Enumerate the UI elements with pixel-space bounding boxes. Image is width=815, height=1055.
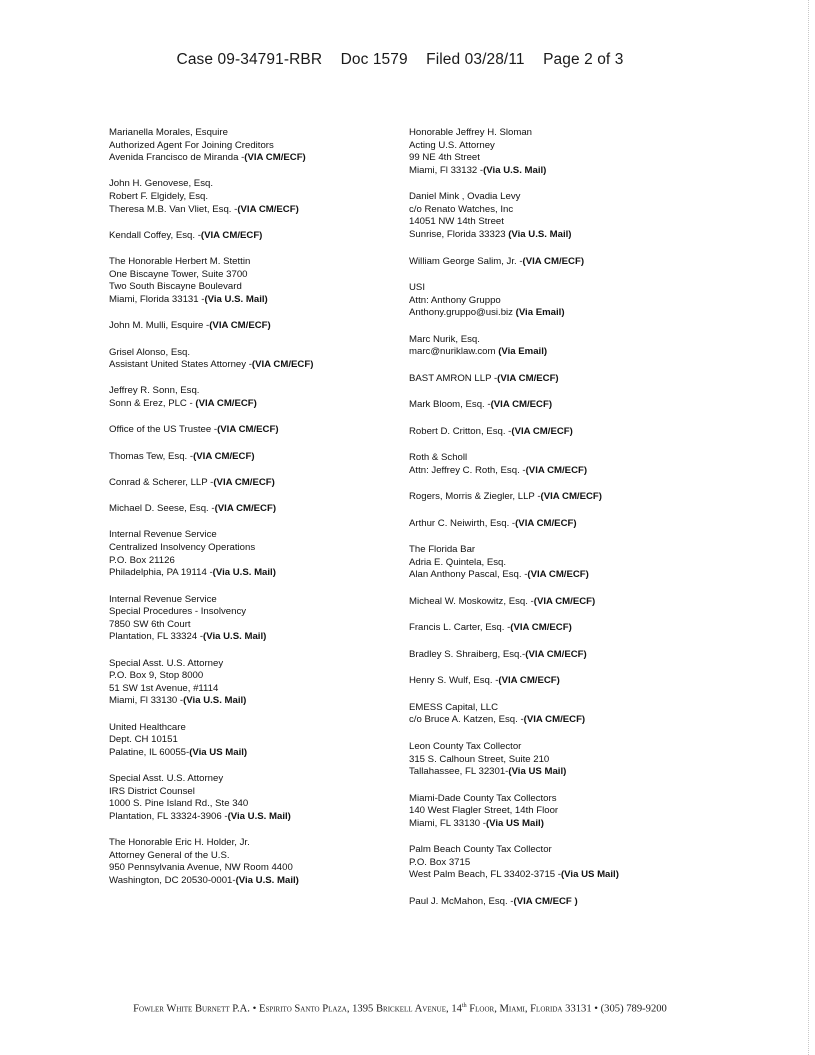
service-line	[409, 896, 709, 909]
service-line	[109, 594, 399, 607]
service-line-text: Rogers, Morris & Ziegler, LLP -	[409, 491, 541, 503]
service-line	[409, 399, 709, 412]
service-line	[409, 596, 709, 609]
service-line	[409, 805, 709, 818]
service-list-right-column	[409, 127, 709, 922]
service-line	[109, 862, 399, 875]
service-entry	[409, 649, 709, 662]
service-line	[109, 631, 399, 644]
service-line	[409, 518, 709, 531]
service-line-text: Special Asst. U.S. Attorney	[109, 773, 224, 785]
service-entry	[409, 191, 709, 241]
service-line-text: P.O. Box 3715	[409, 856, 471, 868]
service-line	[409, 346, 709, 359]
delivery-method: (VIA CM/ECF)	[200, 229, 263, 241]
delivery-method: (VIA CM/ECF)	[498, 675, 560, 687]
service-line	[109, 747, 399, 760]
service-line-text: Internal Revenue Service	[109, 593, 217, 605]
service-line-text: Dept. CH 10151	[109, 734, 178, 746]
service-line	[409, 702, 709, 715]
service-line	[109, 359, 399, 372]
service-line-text: Miami-Dade County Tax Collectors	[409, 792, 557, 804]
delivery-method: (Via U.S. Mail)	[212, 567, 276, 579]
service-entry	[409, 675, 709, 688]
service-entry	[409, 491, 709, 504]
service-line	[409, 675, 709, 688]
service-line-text: The Florida Bar	[409, 544, 476, 556]
delivery-method: (VIA CM/ECF )	[513, 895, 578, 907]
filed-date: Filed 03/28/11	[426, 51, 525, 68]
delivery-method: (VIA CM/ECF)	[213, 476, 275, 488]
service-line-text: Acting U.S. Attorney	[409, 139, 495, 151]
service-line-text: Marianella Morales, Esquire	[109, 127, 228, 138]
service-entry	[109, 347, 399, 372]
service-line	[109, 294, 399, 307]
footer-address-part: , 1395	[346, 1003, 376, 1015]
service-line	[109, 398, 399, 411]
service-line-text: Miami, FL 33130 -	[409, 817, 486, 829]
service-line-text: P.O. Box 21126	[109, 554, 175, 566]
service-line-text: United Healthcare	[109, 721, 186, 733]
service-line	[109, 204, 399, 217]
service-line-text: BAST AMRON LLP -	[409, 372, 498, 384]
service-entry	[109, 773, 399, 823]
service-line-text: Plantation, FL 33324 -	[109, 631, 204, 643]
service-line-text: Avenida Francisco de Miranda -	[109, 152, 245, 164]
service-line	[109, 127, 399, 140]
service-entry	[409, 256, 709, 269]
service-line	[109, 256, 399, 269]
service-entry	[409, 741, 709, 779]
service-line-text: Paul J. McMahon, Esq. -	[409, 895, 514, 907]
service-line-text: Plantation, FL 33324-3906 -	[109, 810, 228, 822]
service-line-text: Bradley S. Shraiberg, Esq.-	[409, 648, 526, 660]
service-line	[109, 269, 399, 282]
service-entry	[409, 518, 709, 531]
service-line-text: Daniel Mink , Ovadia Levy	[409, 191, 521, 203]
service-line	[109, 320, 399, 333]
service-line	[409, 857, 709, 870]
service-line-text: Thomas Tew, Esq. -	[109, 450, 194, 462]
service-line-text: Henry S. Wulf, Esq. -	[409, 675, 499, 687]
delivery-method: (Via U.S. Mail)	[204, 294, 268, 305]
service-line-text: marc@nuriklaw.com	[409, 346, 499, 358]
service-line	[109, 875, 399, 888]
firm-footer	[0, 1003, 800, 1015]
service-line	[409, 491, 709, 504]
delivery-method: (VIA CM/ECF)	[195, 398, 257, 410]
service-line	[109, 786, 399, 799]
service-entry	[109, 424, 399, 437]
service-line-text: Palatine, IL 60055-	[109, 746, 190, 758]
service-line	[409, 793, 709, 806]
service-line	[409, 714, 709, 727]
service-line-text: John H. Genovese, Esq.	[109, 178, 213, 190]
service-line-text: Attorney General of the U.S.	[109, 849, 230, 861]
service-entry	[109, 529, 399, 579]
service-line	[409, 426, 709, 439]
service-line-text: Francis L. Carter, Esq. -	[409, 622, 511, 634]
service-line	[409, 754, 709, 767]
service-entry	[409, 844, 709, 882]
page-edge-border	[808, 0, 815, 1055]
delivery-method: (VIA CM/ECF)	[522, 255, 585, 267]
service-line	[409, 452, 709, 465]
service-line	[109, 734, 399, 747]
service-line-text: Miami, Fl 33132 -	[409, 164, 484, 176]
service-line-text: Conrad & Scherer, LLP -	[109, 476, 214, 488]
service-line	[109, 695, 399, 708]
delivery-method: (Via US Mail)	[485, 817, 544, 829]
delivery-method: (Via U.S. Mail)	[203, 631, 267, 643]
service-line	[409, 766, 709, 779]
delivery-method: (VIA CM/ECF)	[511, 425, 573, 437]
service-line	[409, 334, 709, 347]
service-line	[109, 658, 399, 671]
service-line-text: Attn: Anthony Gruppo	[409, 294, 501, 306]
service-line-text: Special Asst. U.S. Attorney	[109, 657, 224, 669]
service-line-text: Roth & Scholl	[409, 452, 468, 464]
service-line-text: 14051 NW 14th Street	[409, 216, 504, 228]
service-line	[109, 477, 399, 490]
case-number: Case 09-34791-RBR	[176, 51, 323, 68]
delivery-method: (Via U.S. Mail)	[483, 164, 547, 176]
service-entry	[409, 452, 709, 477]
delivery-method: (VIA CM/ECF)	[490, 399, 553, 411]
service-line	[409, 191, 709, 204]
footer-city: Miami, Florida	[499, 1003, 563, 1015]
service-line	[109, 451, 399, 464]
service-line	[109, 606, 399, 619]
service-line-text: Michael D. Seese, Esq. -	[109, 503, 215, 515]
service-list-left-column	[109, 127, 399, 901]
service-line-text: Miami, Florida 33131 -	[109, 294, 205, 305]
service-line-text: Authorized Agent For Joining Creditors	[109, 139, 274, 151]
service-line-text: The Honorable Eric H. Holder, Jr.	[109, 837, 250, 849]
delivery-method: (Via US Mail)	[508, 766, 567, 778]
service-entry	[409, 282, 709, 320]
service-entry	[409, 373, 709, 386]
service-line-text: Two South Biscayne Boulevard	[109, 281, 242, 293]
delivery-method: (VIA CM/ECF)	[540, 491, 602, 503]
service-entry	[409, 896, 709, 909]
service-line-text: Tallahassee, FL 32301-	[409, 766, 509, 778]
service-line-text: EMESS Capital, LLC	[409, 701, 499, 713]
service-line	[409, 569, 709, 582]
court-filing-header	[0, 51, 800, 69]
page-number: Page 2 of 3	[543, 51, 624, 68]
service-line-text: William George Salim, Jr. -	[409, 255, 523, 267]
service-line	[109, 529, 399, 542]
service-line-text: 950 Pennsylvania Avenue, NW Room 4400	[109, 862, 293, 874]
service-line-text: West Palm Beach, FL 33402-3715 -	[409, 869, 561, 881]
footer-floor-suffix: th	[461, 1003, 467, 1009]
delivery-method: (Via U.S. Mail)	[183, 695, 247, 707]
service-line	[109, 619, 399, 632]
service-entry	[409, 127, 709, 177]
footer-address-part: , 14	[446, 1003, 462, 1015]
delivery-method: (VIA CM/ECF)	[251, 359, 314, 371]
delivery-method: (Via Email)	[498, 346, 548, 358]
service-line	[109, 850, 399, 863]
delivery-method: (Via U.S. Mail)	[508, 229, 572, 241]
service-line	[109, 385, 399, 398]
service-line	[109, 670, 399, 683]
service-line-text: Robert D. Critton, Esq. -	[409, 425, 512, 437]
document-number: Doc 1579	[340, 51, 408, 68]
service-line-text: Office of the US Trustee -	[109, 424, 218, 436]
service-line	[409, 557, 709, 570]
footer-separator: •	[591, 1003, 601, 1015]
service-line	[109, 555, 399, 568]
service-entry	[109, 230, 399, 243]
service-entry	[109, 477, 399, 490]
delivery-method: (VIA CM/ECF)	[510, 622, 572, 634]
service-line	[409, 165, 709, 178]
delivery-method: (VIA CM/ECF)	[525, 464, 588, 476]
service-line-text: 99 NE 4th Street	[409, 152, 480, 164]
service-line-text: Washington, DC 20530-0001-	[109, 874, 236, 886]
service-line	[109, 722, 399, 735]
service-line-text: Sunrise, Florida 33323	[409, 229, 509, 241]
service-line-text: Assistant United States Attorney -	[109, 359, 252, 371]
service-line	[409, 140, 709, 153]
service-entry	[409, 622, 709, 635]
service-line-text: One Biscayne Tower, Suite 3700	[109, 268, 248, 280]
delivery-method: (VIA CM/ECF)	[237, 203, 299, 215]
service-entry	[409, 334, 709, 359]
service-line-text: Jeffrey R. Sonn, Esq.	[109, 385, 200, 397]
service-line-text: Special Procedures - Insolvency	[109, 606, 247, 618]
delivery-method: (VIA CM/ECF)	[244, 152, 306, 164]
delivery-method: (Via U.S. Mail)	[235, 874, 299, 886]
service-entry	[409, 793, 709, 831]
service-line-text: Miami, Fl 33130 -	[109, 695, 184, 707]
service-line	[109, 347, 399, 360]
service-line-text: 51 SW 1st Avenue, #1114	[109, 682, 219, 694]
service-entry	[109, 127, 399, 165]
service-line	[409, 229, 709, 242]
service-line	[409, 649, 709, 662]
delivery-method: (Via US Mail)	[560, 869, 619, 881]
delivery-method: (Via US Mail)	[189, 746, 248, 758]
service-line-text: The Honorable Herbert M. Stettin	[109, 256, 251, 268]
service-line	[409, 256, 709, 269]
service-line	[409, 152, 709, 165]
service-line	[409, 869, 709, 882]
delivery-method: (VIA CM/ECF)	[527, 569, 589, 581]
footer-zip: 33131	[562, 1003, 592, 1015]
service-line	[409, 373, 709, 386]
service-line-text: 1000 S. Pine Island Rd., Ste 340	[109, 798, 249, 810]
service-line-text: Attn: Jeffrey C. Roth, Esq. -	[409, 464, 526, 476]
service-line-text: Sonn & Erez, PLC -	[109, 398, 196, 410]
service-line	[109, 178, 399, 191]
service-line-text: Mark Bloom, Esq. -	[409, 399, 491, 411]
service-line	[409, 307, 709, 320]
service-line-text: Theresa M.B. Van Vliet, Esq. -	[109, 203, 238, 215]
service-line	[409, 216, 709, 229]
delivery-method: (VIA CM/ECF)	[515, 517, 577, 529]
service-line-text: Alan Anthony Pascal, Esq. -	[409, 569, 528, 581]
delivery-method: (VIA CM/ECF)	[533, 595, 596, 607]
service-line	[109, 424, 399, 437]
delivery-method: (VIA CM/ECF)	[497, 372, 559, 384]
delivery-method: (Via U.S. Mail)	[227, 810, 291, 822]
service-entry	[109, 385, 399, 410]
service-line-text: Grisel Alonso, Esq.	[109, 346, 191, 358]
service-line-text: Philadelphia, PA 19114 -	[109, 567, 213, 579]
service-line-text: Internal Revenue Service	[109, 529, 217, 541]
service-line-text: Arthur C. Neiwirth, Esq. -	[409, 517, 516, 529]
service-line	[109, 152, 399, 165]
service-entry	[409, 596, 709, 609]
service-line-text: c/o Renato Watches, Inc	[409, 203, 514, 215]
footer-plaza: Espirito Santo Plaza	[258, 1003, 347, 1015]
service-line	[109, 281, 399, 294]
service-line	[109, 503, 399, 516]
delivery-method: (VIA CM/ECF)	[525, 648, 587, 660]
service-line-text: John M. Mulli, Esquire -	[109, 320, 210, 332]
service-line-text: 315 S. Calhoun Street, Suite 210	[409, 753, 550, 765]
service-line	[409, 622, 709, 635]
service-line-text: Leon County Tax Collector	[409, 740, 522, 752]
service-line-text: Honorable Jeffrey H. Sloman	[409, 127, 533, 138]
service-line-text: USI	[409, 282, 425, 294]
footer-phone: (305) 789-9200	[600, 1003, 667, 1015]
delivery-method: (VIA CM/ECF)	[523, 714, 586, 726]
service-line-text: Adria E. Quintela, Esq.	[409, 556, 507, 568]
service-line	[109, 542, 399, 555]
service-line-text: Kendall Coffey, Esq. -	[109, 229, 201, 241]
service-entry	[409, 426, 709, 439]
service-entry	[109, 451, 399, 464]
service-line-text: 7850 SW 6th Court	[109, 618, 191, 630]
service-line	[409, 295, 709, 308]
footer-firm-name: Fowler White Burnett P.A.	[133, 1003, 250, 1015]
service-line	[109, 837, 399, 850]
service-line	[109, 798, 399, 811]
service-entry	[109, 256, 399, 306]
service-line-text: Robert F. Elgidely, Esq.	[109, 191, 208, 203]
delivery-method: (Via Email)	[515, 307, 565, 319]
service-line-text: Marc Nurik, Esq.	[409, 333, 480, 345]
service-line-text: Micheal W. Moskowitz, Esq. -	[409, 595, 534, 607]
service-line	[109, 811, 399, 824]
service-line	[409, 818, 709, 831]
service-line	[409, 844, 709, 857]
service-line-text: Palm Beach County Tax Collector	[409, 844, 552, 856]
delivery-method: (VIA CM/ECF)	[209, 320, 271, 332]
service-entry	[409, 702, 709, 727]
service-line	[109, 773, 399, 786]
service-line	[109, 230, 399, 243]
service-line-text: Centralized Insolvency Operations	[109, 542, 256, 554]
service-entry	[109, 320, 399, 333]
service-line	[409, 741, 709, 754]
delivery-method: (VIA CM/ECF)	[214, 503, 277, 515]
service-line	[409, 204, 709, 217]
service-line	[409, 465, 709, 478]
service-line-text: 140 West Flagler Street, 14th Floor	[409, 805, 559, 817]
footer-separator: •	[249, 1003, 259, 1015]
service-line-text: P.O. Box 9, Stop 8000	[109, 670, 204, 682]
service-entry	[109, 658, 399, 708]
service-line	[109, 191, 399, 204]
service-line-text: IRS District Counsel	[109, 785, 195, 797]
service-entry	[109, 503, 399, 516]
service-entry	[409, 544, 709, 582]
service-line	[109, 683, 399, 696]
service-entry	[109, 722, 399, 760]
footer-address-part: ,	[494, 1003, 500, 1015]
service-line	[409, 282, 709, 295]
service-entry	[109, 594, 399, 644]
service-line-text: Anthony.gruppo@usi.biz	[409, 307, 516, 319]
service-line	[409, 127, 709, 140]
footer-floor: Floor	[466, 1003, 495, 1015]
service-entry	[409, 399, 709, 412]
service-line	[109, 567, 399, 580]
service-entry	[109, 178, 399, 216]
service-line-text: c/o Bruce A. Katzen, Esq. -	[409, 714, 524, 726]
service-line	[409, 544, 709, 557]
delivery-method: (VIA CM/ECF)	[217, 424, 279, 436]
service-entry	[109, 837, 399, 887]
footer-street: Brickell Avenue	[375, 1003, 447, 1015]
delivery-method: (VIA CM/ECF)	[193, 450, 255, 462]
service-line	[109, 140, 399, 153]
